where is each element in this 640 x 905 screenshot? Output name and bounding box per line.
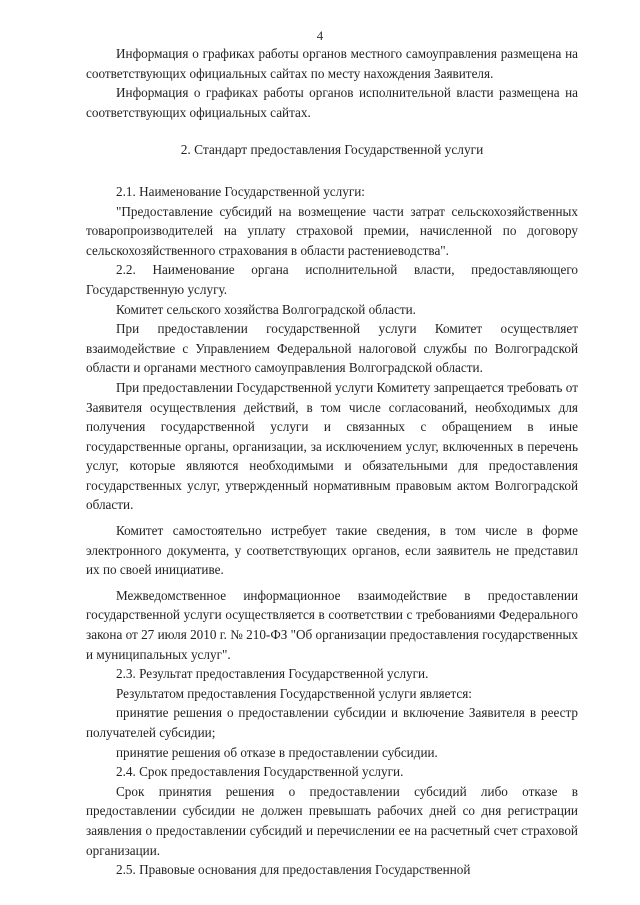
paragraph-term-heading: 2.4. Срок предоставления Государственной услуги. bbox=[116, 764, 404, 780]
page-number: 4 bbox=[316, 28, 324, 43]
document-body bbox=[86, 44, 578, 880]
paragraph-service-name: "Предоставление субсидий на возмещение части затрат сельскохозяйственных товаропроизводителей на уплату страховой премии, начисленной по договору сельскохозяйственного страхования в области растениеводства". bbox=[86, 203, 578, 258]
paragraph-prohibition: При предоставлении Государственной услуги Комитету запрещается требовать от Заявителя осуществления действий, в том числе согласований, необходимых для получения государственной услуги и связанных с обращением в иные государственные органы, организации, за исключением услуг, включенных в перечень услуг, которые являются необходимыми и обязательными для предоставления государственных услуг, утвержденный нормативным правовым актом Волгоградской области. bbox=[86, 379, 578, 513]
paragraph-info-local-authorities: Информация о графиках работы органов местного самоуправления размещена на соответствующих официальных сайтах по месту нахождения Заявителя. bbox=[86, 46, 578, 81]
paragraph-self-request: Комитет самостоятельно истребует такие сведения, в том числе в форме электронного документа, у соответствующих органов, если заявитель не представил их по своей инициативе. bbox=[86, 523, 578, 578]
paragraph-service-name-heading: 2.1. Наименование Государственной услуги: bbox=[116, 183, 365, 199]
paragraph-authority-heading: 2.2. Наименование органа исполнительной власти, предоставляющего Государственную услугу. bbox=[86, 262, 578, 297]
paragraph-legal-basis-heading: 2.5. Правовые основания для предоставления Государственной bbox=[116, 862, 471, 878]
paragraph-result-heading: 2.3. Результат предоставления Государственной услуги. bbox=[116, 666, 429, 682]
section-title: 2. Стандарт предоставления Государственной услуги bbox=[180, 142, 484, 158]
paragraph-interaction: При предоставлении государственной услуги Комитет осуществляет взаимодействие с Управлением Федеральной налоговой службы по Волгоградской области и органами местного самоуправления Волгоградской области. bbox=[86, 321, 578, 376]
paragraph-authority-name: Комитет сельского хозяйства Волгоградской области. bbox=[116, 301, 416, 317]
paragraph-result-refusal: принятие решения об отказе в предоставлении субсидии. bbox=[116, 744, 438, 760]
paragraph-result-intro: Результатом предоставления Государственной услуги является: bbox=[116, 685, 472, 701]
paragraph-term: Срок принятия решения о предоставлении субсидий либо отказе в предоставлении субсидии не должен превышать рабочих дней со дня регистрации заявления о предоставлении субсидий и перечислении ее на расчетный счет страховой организации. bbox=[86, 783, 578, 858]
paragraph-result-grant: принятие решения о предоставлении субсидии и включение Заявителя в реестр получателей субсидии; bbox=[86, 705, 578, 740]
paragraph-interagency: Межведомственное информационное взаимодействие в предоставлении государственной услуги осуществляется в соответствии с требованиями Федерального закона от 27 июля 2010 г. № 210-ФЗ "Об организации предоставления государственных и муниципальных услуг". bbox=[86, 587, 579, 662]
paragraph-info-executive-authorities: Информация о графиках работы органов исполнительной власти размещена на соответствующих официальных сайтах. bbox=[86, 85, 578, 120]
